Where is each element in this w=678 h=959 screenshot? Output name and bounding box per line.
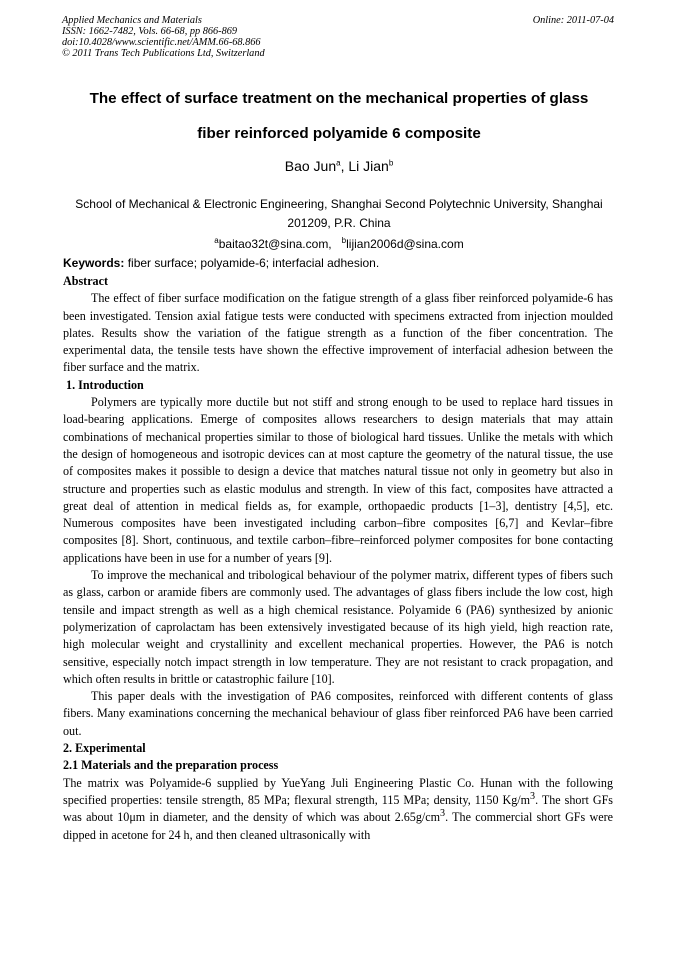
author-list (0, 158, 678, 174)
author-emails (0, 237, 678, 251)
journal-name: Applied Mechanics and Materials (62, 15, 202, 26)
experimental-heading: 2. Experimental (63, 741, 146, 756)
materials-text-b: . The short GFs was about 10μm in diameter, and the density of which was about 2.65g/cm (63, 792, 614, 825)
keywords (63, 256, 379, 270)
keywords-label: Keywords: (63, 256, 125, 270)
abstract-text: The effect of fiber surface modification on the fatigue strength of a glass fiber reinforced polyamide-6 has been investigated. Tension axial fatigue tests were conducted with specimens extracted from injection moulded plates. Results show the variation of the fatigue strength as a function of the fiber concentration. The experimental data, the tensile tests have shown the effective improvement of interfacial adhesion between the fiber surface and the matrix. (63, 291, 613, 375)
email-2[interactable]: lijian2006d@sina.com (346, 237, 464, 251)
unit-superscript-1: 3 (530, 790, 536, 802)
doi-line: doi:10.4028/www.scientific.net/AMM.66-68.866 (62, 37, 261, 48)
materials-subheading: 2.1 Materials and the preparation process (63, 758, 279, 773)
email-1[interactable]: baitao32t@sina.com, (218, 237, 332, 251)
affiliation: School of Mechanical & Electronic Engineering, Shanghai Second Polytechnic University, Shanghai 201209, P.R. China (75, 197, 603, 230)
intro-paragraph-1: Polymers are typically more ductile but not stiff and strong enough to be used to replace hard tissues in load-bearing applications. Emerge of composites allows researchers to design materials that may attain combinations of mechanical properties similar to those of biological hard tissues. Unlike the metals with which the design of homogeneous and isotropic devices can at most capture the geometry of the natural tissue, the use of composites makes it possible to design a device that matches natural tissue not only in geometry but also in structure and properties such as elastic modulus and strength. In view of this fact, composites have attracted a great deal of attention in medical fields as, for example, orthopaedic products [1–3], dentistry [4,5], etc. Numerous composites have been investigated including carbon–fibre composites [6,7] and Kevlar–fibre composites [8]. Short, continuous, and textile carbon–fibre–reinforced polymer composites for bone contacting applications have been in use for a number of years [9]. (63, 395, 613, 565)
keywords-text: fiber surface; polyamide-6; interfacial adhesion. (124, 256, 380, 270)
abstract-heading: Abstract (63, 274, 109, 288)
email-1-marker: a (214, 236, 219, 245)
paper-title-line-1: The effect of surface treatment on the mechanical properties of glass (89, 90, 589, 107)
paper-title-line-2: fiber reinforced polyamide 6 composite (197, 125, 481, 142)
copyright-line: © 2011 Trans Tech Publications Ltd, Switzerland (62, 48, 265, 59)
author-separator: , (340, 158, 349, 174)
unit-superscript-2: 3 (440, 808, 446, 820)
materials-text-a: The matrix was Polyamide-6 supplied by YueYang Juli Engineering Plastic Co. Hunan with the following specified properties: tensile strength, 85 MPa; flexural strength, 115 MPa; density, 1150 Kg/m (63, 775, 613, 807)
intro-paragraph-3: This paper deals with the investigation of PA6 composites, reinforced with different contents of glass fibers. Many examinations concerning the mechanical behaviour of glass fiber reinforced PA6 have been carried out. (63, 689, 613, 738)
issn-line: ISSN: 1662-7482, Vols. 66-68, pp 866-869 (62, 26, 238, 37)
online-date: Online: 2011-07-04 (532, 15, 614, 26)
materials-paragraph (63, 775, 613, 844)
materials-text-c: . The commercial short GFs were dipped in acetone for 24 h, and then cleaned ultrasonically with (63, 810, 614, 842)
journal-header (62, 15, 265, 59)
email-2-marker: b (341, 236, 347, 245)
author-1: Bao Jun (284, 158, 337, 174)
author-2: Li Jian (348, 158, 389, 174)
article-body (63, 273, 613, 844)
introduction-heading: 1. Introduction (63, 377, 144, 392)
intro-paragraph-2: To improve the mechanical and tribological behaviour of the polymer matrix, different types of fibers such as glass, carbon or aramide fibers are commonly used. The advantages of glass fibers include the low cost, high tensile and impact strength as well as a high chemical resistance. Polyamide 6 (PA6) synthesized by anionic polymerization of caprolactam has been extensively investigated because of its high yield, high reaction rate, high molecular weight and crystallinity and excellent mechanical properties. However, the PA6 is notch sensitive, especially notch impact strength in low temperature. They are not resistant to crack propagation, and which often results in brittle or catastrophic failure [10]. (63, 568, 613, 686)
author-2-marker: b (388, 158, 394, 168)
author-1-marker: a (336, 158, 341, 168)
